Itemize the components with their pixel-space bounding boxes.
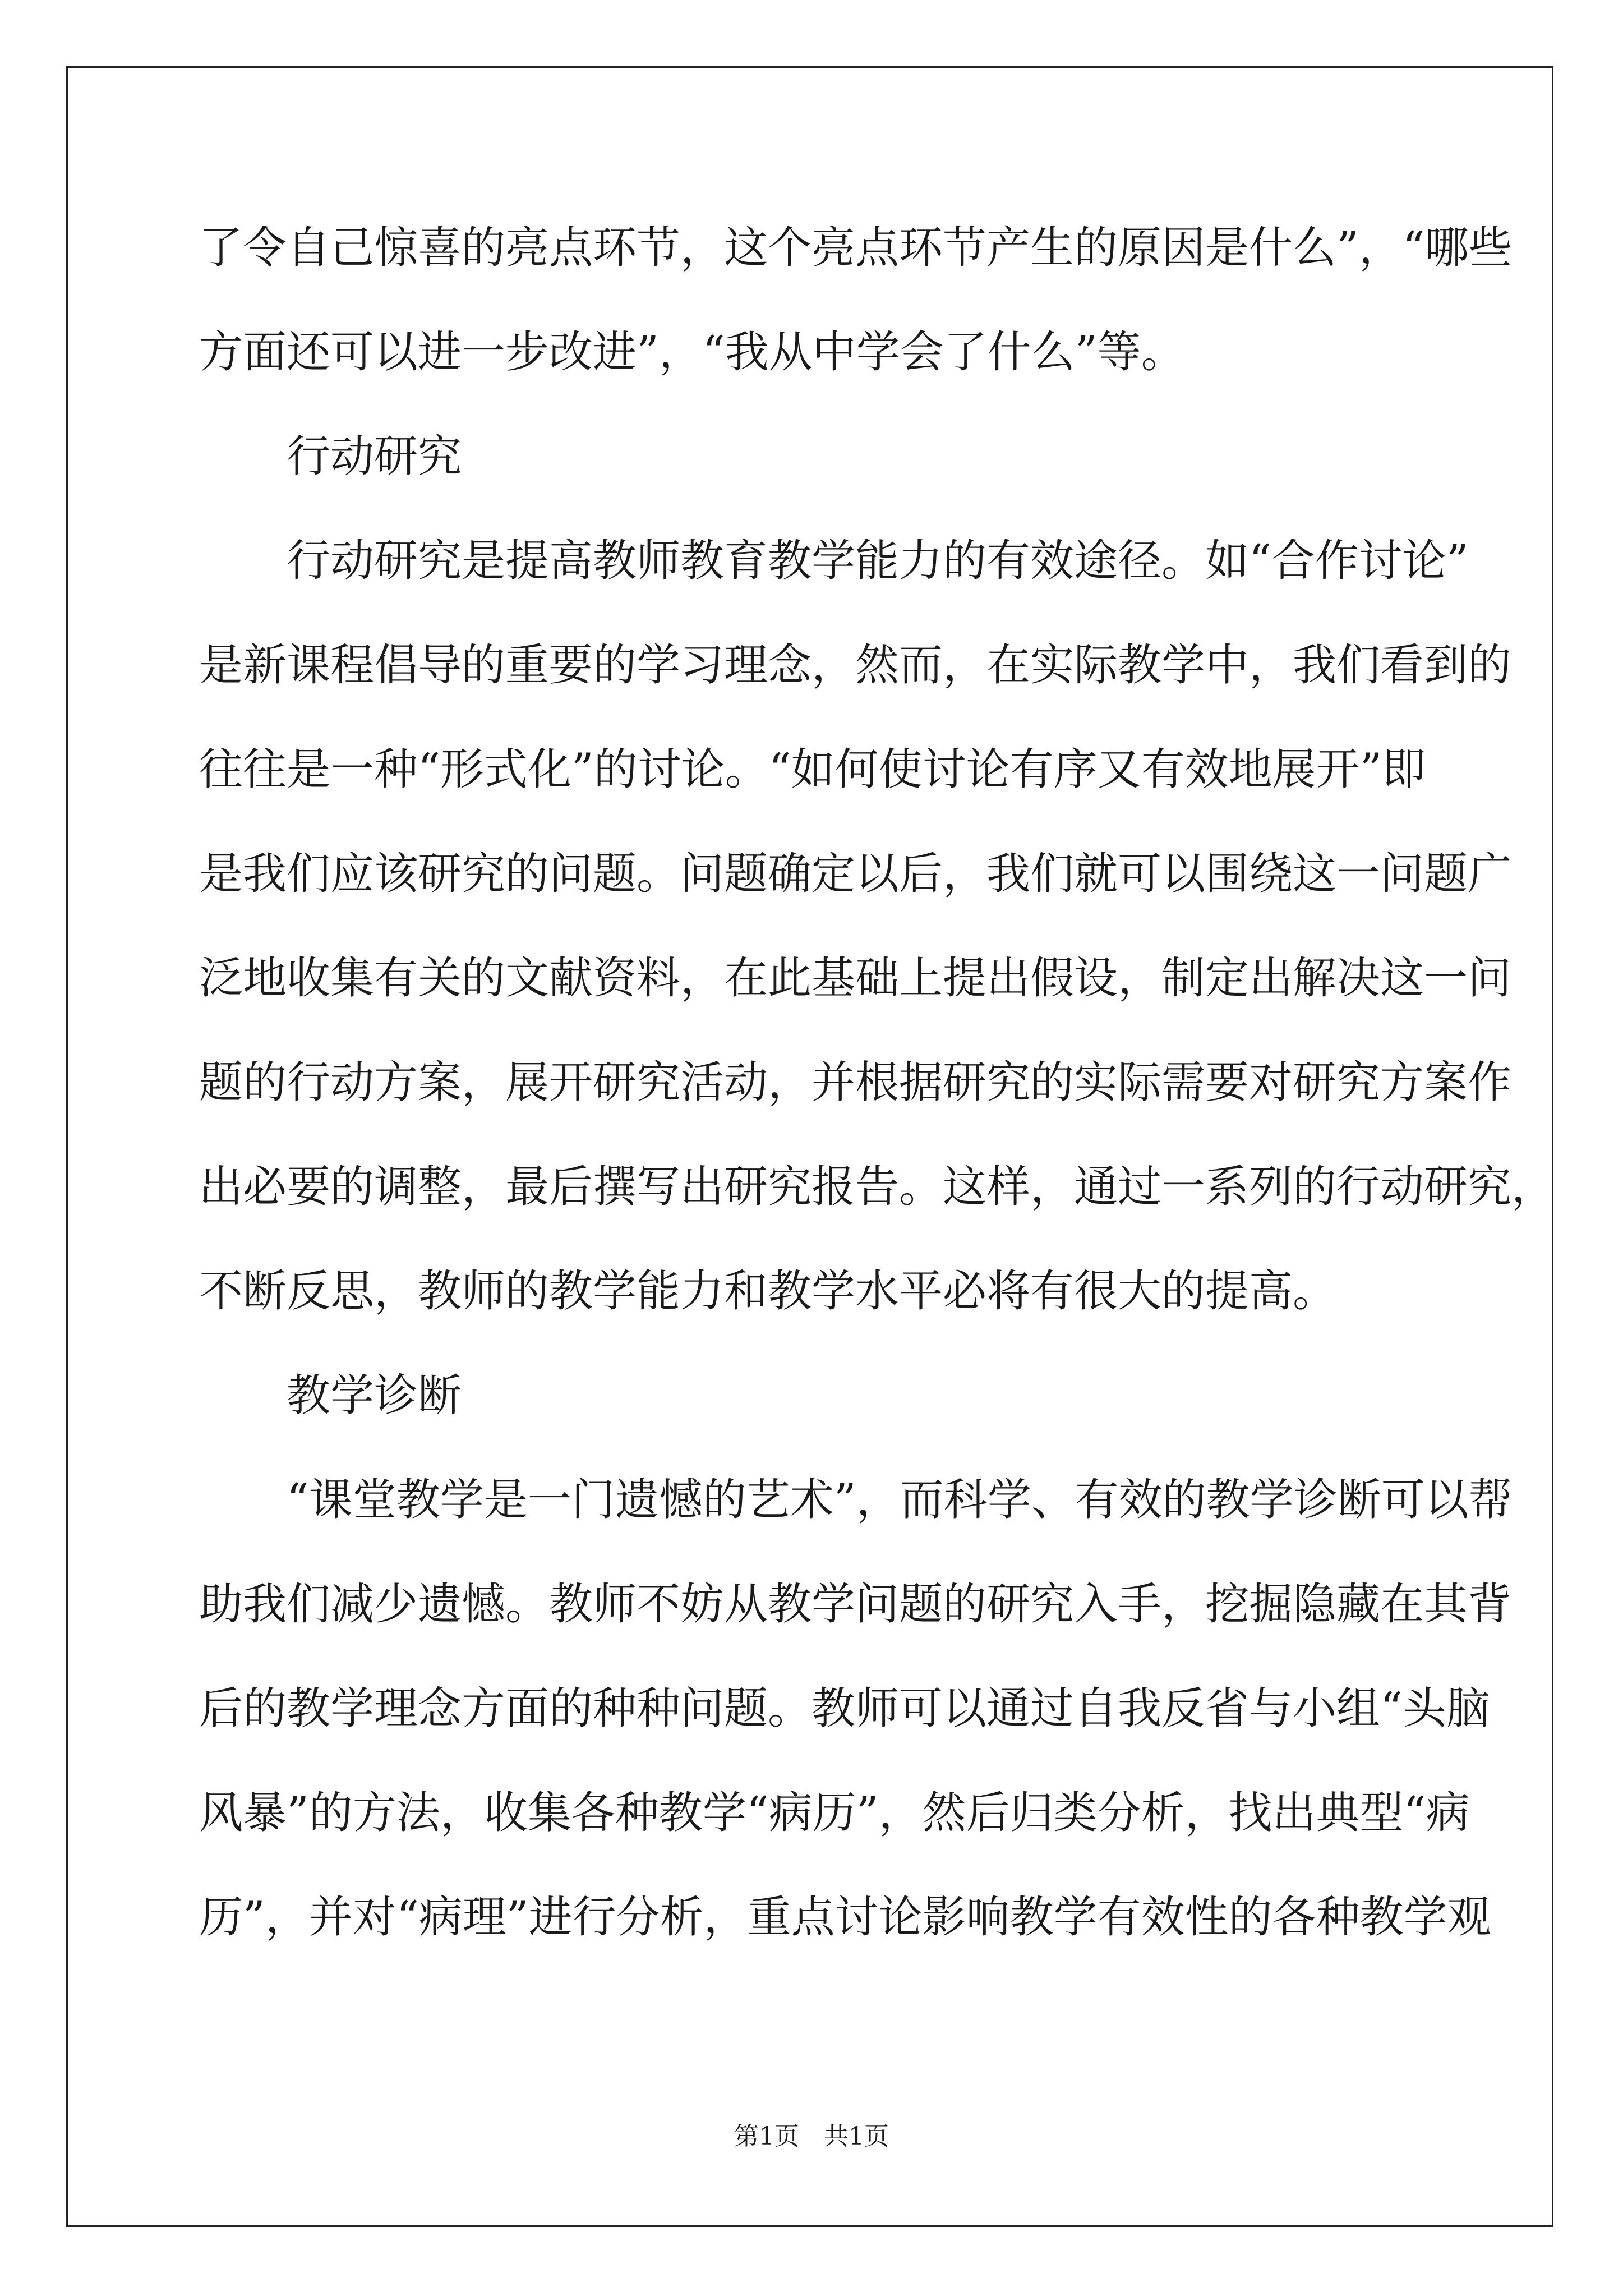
text-line: 往往是一种“形式化”的讨论。“如何使讨论有序又有效地展开”即 (199, 744, 1426, 795)
text-line: 了令自己惊喜的亮点环节，这个亮点环节产生的原因是什么”，“哪些 (199, 223, 1513, 273)
text-line: 是我们应该研究的问题。问题确定以后，我们就可以围绕这一问题广 (199, 849, 1512, 899)
text-line: 行动研究是提高教师教育教学能力的有效途径。如“合作讨论” (199, 536, 1469, 586)
page-number-footer: 第1页 共1页 (734, 2122, 889, 2151)
text-line: 方面还可以进一步改进”，“我从中学会了什么”等。 (199, 327, 1185, 378)
text-line: 风暴”的方法，收集各种教学“病历”，然后归类分析，找出典型“病 (199, 1788, 1470, 1838)
text-line: 出必要的调整，最后撰写出研究报告。这样，通过一系列的行动研究， (199, 1162, 1556, 1212)
text-line: 不断反思，教师的教学能力和教学水平必将有很大的提高。 (199, 1266, 1337, 1317)
text-line: 泛地收集有关的文献资料，在此基础上提出假设，制定出解决这一问 (199, 953, 1512, 1004)
text-line: 助我们减少遗憾。教师不妨从教学问题的研究入手，挖掘隐藏在其背 (199, 1579, 1512, 1630)
text-line: “课堂教学是一门遗憾的艺术”，而科学、有效的教学诊断可以帮 (199, 1475, 1513, 1525)
document-body (199, 222, 1556, 1944)
text-line: 是新课程倡导的重要的学习理念，然而，在实际教学中，我们看到的 (199, 640, 1512, 691)
text-line: 后的教学理念方面的种种问题。教师可以通过自我反省与小组“头脑 (199, 1683, 1490, 1734)
text-line: 题的行动方案，展开研究活动，并根据研究的实际需要对研究方案作 (199, 1057, 1512, 1108)
text-line: 历”，并对“病理”进行分析，重点讨论影响教学有效性的各种教学观 (199, 1892, 1491, 1943)
section-heading-action-research: 行动研究 (199, 431, 462, 482)
section-heading-teaching-diagnosis: 教学诊断 (199, 1370, 462, 1421)
